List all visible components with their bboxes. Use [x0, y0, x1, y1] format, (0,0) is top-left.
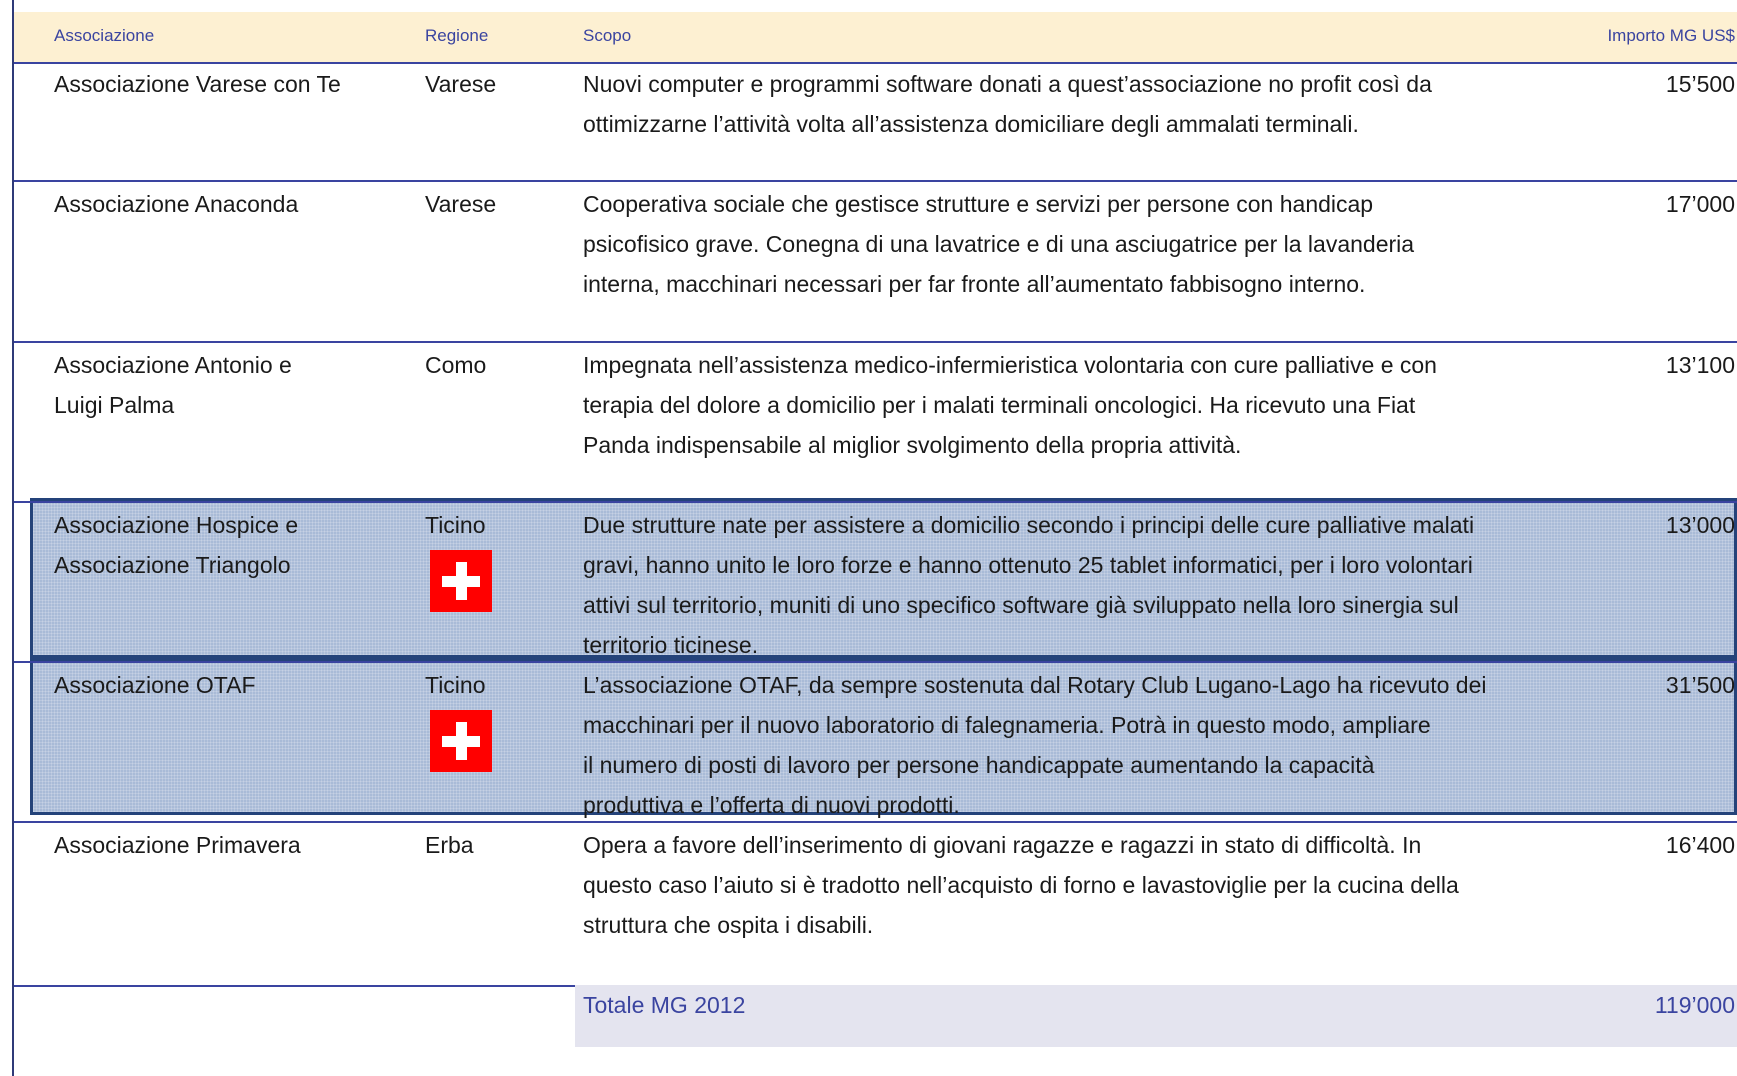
- purpose-line: territorio ticinese.: [583, 632, 759, 658]
- region: Varese: [425, 191, 497, 217]
- amount: 17’000: [1665, 191, 1735, 217]
- region: Como: [425, 352, 487, 378]
- region: Ticino: [425, 672, 486, 698]
- association-name-line: Associazione Anaconda: [54, 191, 299, 217]
- purpose-description: [583, 345, 1437, 465]
- header-association: Associazione: [54, 26, 155, 45]
- purpose-description: [583, 505, 1474, 665]
- row-divider: [14, 821, 1737, 823]
- header-purpose: Scopo: [583, 26, 632, 45]
- association-name: [54, 825, 301, 865]
- table-header: [14, 12, 1737, 62]
- association-name: [54, 345, 292, 425]
- purpose-line: Due strutture nate per assistere a domicilio secondo i principi delle cure palliative malati: [583, 512, 1475, 538]
- association-name-line: Associazione Antonio e: [54, 352, 292, 378]
- total-row: [575, 985, 1737, 1047]
- amount: 13’100: [1665, 352, 1735, 378]
- purpose-line: gravi, hanno unito le loro forze e hanno ottenuto 25 tablet informatici, per i loro volontari: [583, 552, 1473, 578]
- association-name: [54, 665, 256, 705]
- total-label: Totale MG 2012: [583, 992, 746, 1018]
- row-divider: [14, 661, 1737, 663]
- association-name: [54, 64, 341, 104]
- header-region: Regione: [425, 26, 489, 45]
- amount: 15’500: [1665, 71, 1735, 97]
- row-divider: [14, 501, 1737, 503]
- association-name: [54, 505, 298, 585]
- purpose-line: attivi sul territorio, muniti di uno specifico software già sviluppato nella loro sinergia sul: [583, 592, 1459, 618]
- row-divider: [14, 341, 1737, 343]
- amount: 31’500: [1665, 672, 1735, 698]
- purpose-description: [583, 184, 1414, 304]
- purpose-description: [583, 665, 1487, 825]
- purpose-line: Nuovi computer e programmi software donati a quest’associazione no profit così da: [583, 71, 1432, 97]
- region: Ticino: [425, 512, 486, 538]
- purpose-line: produttiva e l’offerta di nuovi prodotti.: [583, 792, 960, 818]
- association-name-line: Associazione OTAF: [54, 672, 256, 698]
- amount: 16’400: [1665, 832, 1735, 858]
- region: Erba: [425, 832, 474, 858]
- association-name-line: Associazione Triangolo: [54, 552, 291, 578]
- association-name-line: Associazione Varese con Te: [54, 71, 341, 97]
- purpose-line: terapia del dolore a domicilio per i malati terminali oncologici. Ha ricevuto una Fiat: [583, 392, 1416, 418]
- header-amount: Importo MG US$: [1607, 26, 1735, 45]
- purpose-description: [583, 825, 1459, 945]
- purpose-line: Panda indispensabile al miglior svolgimento della propria attività.: [583, 432, 1242, 458]
- association-name-line: Associazione Hospice e: [54, 512, 299, 538]
- swiss-flag-icon: [430, 710, 492, 772]
- association-name-line: Luigi Palma: [54, 392, 175, 418]
- swiss-flag-icon: [430, 550, 492, 612]
- purpose-line: Opera a favore dell’inserimento di giovani ragazze e ragazzi in stato di difficoltà. In: [583, 832, 1422, 858]
- total-value: 119’000: [1654, 992, 1735, 1018]
- amount: 13’000: [1665, 512, 1735, 538]
- purpose-line: macchinari per il nuovo laboratorio di falegnameria. Potrà in questo modo, ampliare: [583, 712, 1431, 738]
- association-name-line: Associazione Primavera: [54, 832, 301, 858]
- region: Varese: [425, 71, 497, 97]
- purpose-line: struttura che ospita i disabili.: [583, 912, 874, 938]
- row-divider: [14, 180, 1737, 182]
- association-name: [54, 184, 298, 224]
- purpose-description: [583, 64, 1432, 144]
- purpose-line: Impegnata nell’assistenza medico-infermieristica volontaria con cure palliative e con: [583, 352, 1437, 378]
- purpose-line: L’associazione OTAF, da sempre sostenuta dal Rotary Club Lugano-Lago ha ricevuto dei: [583, 672, 1487, 698]
- left-border: [12, 0, 14, 1076]
- purpose-line: Cooperativa sociale che gestisce strutture e servizi per persone con handicap: [583, 191, 1374, 217]
- purpose-line: psicofisico grave. Conegna di una lavatrice e di una asciugatrice per la lavanderia: [583, 231, 1415, 257]
- purpose-line: il numero di posti di lavoro per persone handicappate aumentando la capacità: [583, 752, 1375, 778]
- purpose-line: ottimizzarne l’attività volta all’assistenza domiciliare degli ammalati terminali.: [583, 111, 1359, 137]
- purpose-line: interna, macchinari necessari per far fronte all’aumentato fabbisogno interno.: [583, 271, 1366, 297]
- purpose-line: questo caso l’aiuto si è tradotto nell’acquisto di forno e lavastoviglie per la cucina della: [583, 872, 1459, 898]
